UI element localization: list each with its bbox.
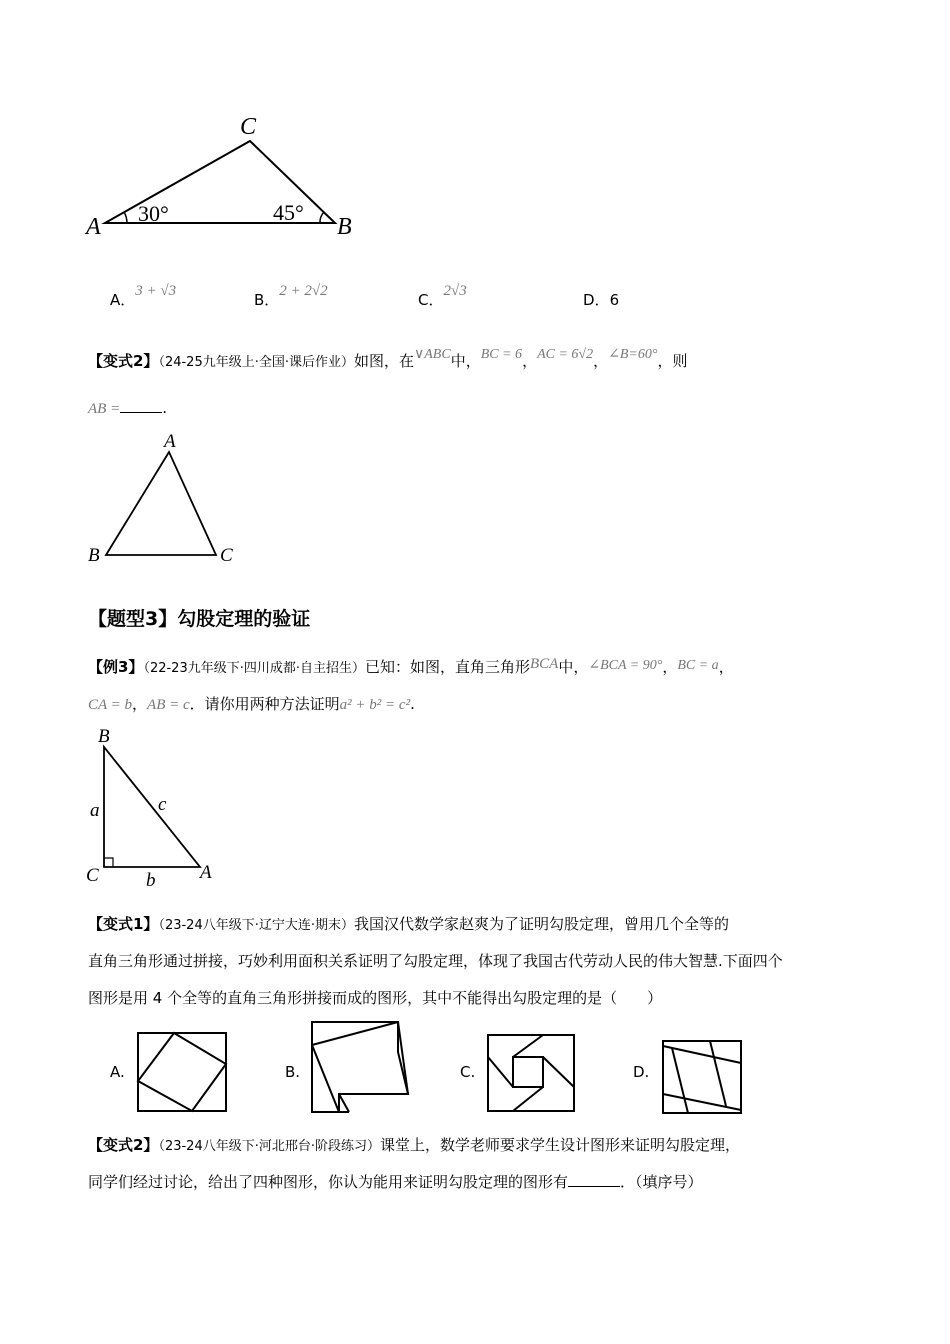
variant2-bc: BC = 6: [480, 347, 523, 362]
angle-a-label: 30°: [138, 201, 169, 226]
variant1-tag: 【变式1】: [88, 915, 159, 933]
variant2-answer-suffix: .: [162, 399, 167, 417]
option-c-value: 2√3: [443, 283, 467, 299]
variant2b-source: （23-24八年级下·河北邢台·阶段练习）: [158, 1139, 380, 1154]
variant2-answer-line: [88, 397, 167, 420]
figure-option-c[interactable]: [485, 1032, 577, 1114]
option-c-letter: C．: [418, 291, 444, 309]
variant2-tag: 【变式2】: [88, 352, 159, 370]
fig3-vertex-c: C: [86, 865, 99, 886]
example3-sep3: ，: [132, 695, 148, 713]
triangle-figure-1: [80, 110, 370, 245]
example3-angle: ∠BCA = 90°: [588, 658, 663, 673]
option-d[interactable]: [583, 289, 619, 311]
fig2-vertex-c: C: [220, 545, 233, 566]
figure-option-b-label[interactable]: B.: [285, 1063, 301, 1081]
variant2-triangle: ∨ABC: [414, 347, 451, 362]
variant2-text-end: ，则: [657, 352, 688, 370]
variant2-sep2: ，: [593, 352, 609, 370]
option-b-letter: B．: [254, 291, 280, 309]
right-triangle-figure: [82, 722, 222, 892]
example3-text2: 中，: [558, 658, 589, 676]
variant2-text-before: 如图，在: [353, 352, 414, 370]
fig2-vertex-a: A: [164, 431, 176, 452]
example3-ab: AB = c: [147, 697, 190, 713]
vertex-c-label: C: [240, 114, 257, 140]
variant2-angle: ∠B=60°: [608, 347, 658, 362]
option-c[interactable]: [418, 283, 467, 312]
variant2b-text3: ．（填序号）: [620, 1173, 703, 1191]
example3-source: （22-23九年级下·四川成都·自主招生）: [143, 661, 365, 676]
example3-bc: BC = a: [677, 658, 719, 673]
fig3-side-c: c: [158, 794, 167, 815]
variant2-answer-blank[interactable]: [120, 398, 162, 413]
example3-bca: BCA: [530, 656, 559, 672]
example3-sep1: ，: [662, 658, 678, 676]
example3-tag: 【例3】: [88, 658, 144, 676]
variant2b-line2: [88, 1171, 703, 1193]
option-b-value: 2 + 2√2: [279, 283, 328, 299]
example3-question: [88, 656, 734, 680]
variant2-ac: AC = 6√2: [537, 347, 594, 362]
figure-option-d-label[interactable]: D.: [633, 1063, 650, 1081]
variant2-source: （24-25九年级上·全国·课后作业）: [158, 355, 354, 370]
variant1-line3: 图形是用 4 个全等的直角三角形拼接而成的图形，其中不能得出勾股定理的是（ ）: [88, 989, 663, 1007]
option-b[interactable]: [254, 283, 328, 312]
example3-sep2: ，: [718, 658, 734, 676]
variant1-text1: 我国汉代数学家赵爽为了证明勾股定理，曾用几个全等的: [353, 915, 729, 933]
figure-option-a[interactable]: [135, 1030, 230, 1115]
variant2-answer-prefix: AB =: [88, 401, 121, 417]
option-a-value: 3 + √3: [135, 283, 177, 299]
vertex-b-label: B: [337, 214, 352, 240]
option-a[interactable]: [110, 283, 177, 312]
fig3-side-a: a: [90, 800, 100, 821]
variant2b-text1: 课堂上，数学老师要求学生设计图形来证明勾股定理，: [379, 1136, 740, 1154]
variant2b-tag: 【变式2】: [88, 1136, 159, 1154]
variant1-line1: [88, 913, 729, 937]
figure-option-d[interactable]: [660, 1038, 745, 1116]
option-d-value: 6: [609, 291, 620, 309]
fig3-vertex-b: B: [98, 726, 110, 747]
option-d-letter: D．: [583, 291, 610, 309]
example3-question-line2: [88, 693, 415, 716]
example3-end: .: [410, 695, 415, 713]
variant1-source: （23-24八年级下·辽宁大连·期末）: [158, 918, 354, 933]
figure-option-a-label[interactable]: A.: [110, 1063, 125, 1081]
variant2b-text2: 同学们经过讨论，给出了四种图形，你认为能用来证明勾股定理的图形有: [88, 1173, 569, 1191]
fig3-vertex-a: A: [200, 862, 212, 883]
example3-ca: CA = b: [88, 697, 133, 713]
example3-text3: ．请你用两种方法证明: [189, 695, 340, 713]
example3-formula: a² + b² = c²: [339, 697, 411, 713]
figure-option-c-label[interactable]: C.: [460, 1063, 476, 1081]
angle-b-label: 45°: [273, 200, 304, 225]
vertex-a-label: A: [86, 214, 101, 240]
variant2b-answer-blank[interactable]: [568, 1172, 620, 1187]
section3-title: 【题型3】勾股定理的验证: [88, 608, 311, 630]
example3-text1: 已知：如图，直角三角形: [364, 658, 530, 676]
variant2b-line1: [88, 1134, 740, 1158]
fig2-vertex-b: B: [88, 545, 100, 566]
variant1-line2: 直角三角形通过拼接，巧妙利用面积关系证明了勾股定理，体现了我国古代劳动人民的伟大智慧.下面四个: [88, 952, 783, 970]
variant2-sep1: ，: [522, 352, 538, 370]
figure-option-b[interactable]: [306, 1018, 416, 1118]
fig3-side-b: b: [146, 870, 156, 891]
variant2-text-mid: 中，: [450, 352, 481, 370]
option-a-letter: A．: [110, 291, 136, 309]
triangle-figure-2: [84, 428, 244, 568]
variant2-question: [88, 347, 688, 374]
